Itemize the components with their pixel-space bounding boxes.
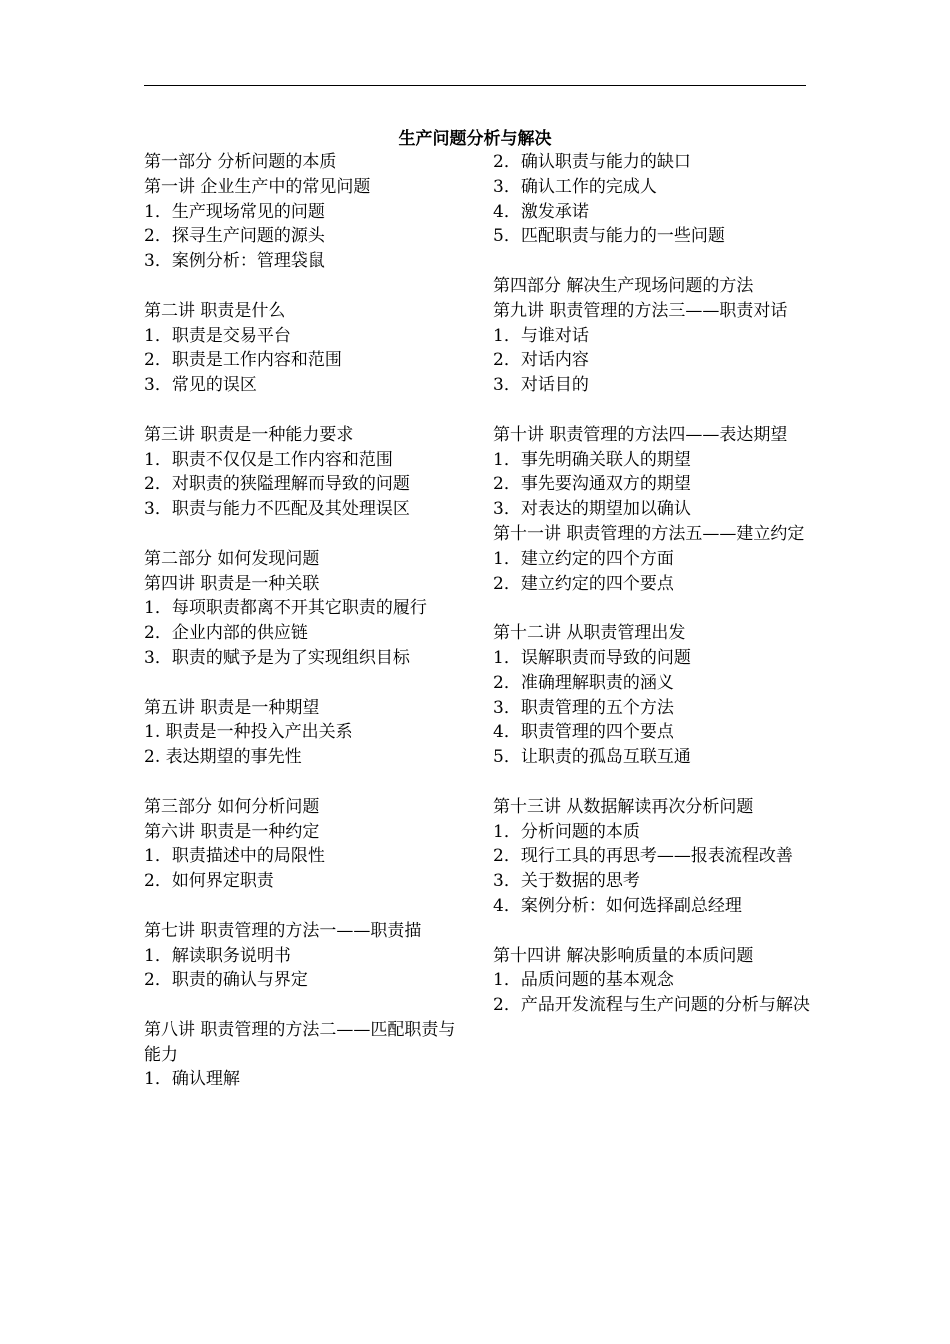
outline-line: 5．让职责的孤岛互联互通 — [493, 747, 691, 768]
spacer-line — [493, 596, 811, 621]
spacer-line — [493, 770, 811, 795]
outline-line: 1．生产现场常见的问题 — [144, 201, 325, 222]
outline-line: 3．职责的赋予是为了实现组织目标 — [144, 647, 410, 668]
outline-line: 4．激发承诺 — [493, 201, 589, 222]
outline-line: 5．匹配职责与能力的一些问题 — [493, 226, 725, 247]
outline-line: 2．建立约定的四个要点 — [493, 573, 674, 594]
outline-line: 第十四讲 解决影响质量的本质问题 — [493, 945, 754, 966]
outline-line: 1．职责是交易平台 — [144, 325, 291, 346]
outline-line: 2．确认职责与能力的缺口 — [493, 152, 691, 172]
outline-line: 1．职责不仅仅是工作内容和范围 — [144, 449, 393, 470]
outline-line: 第三部分 如何分析问题 — [144, 796, 320, 817]
outline-line: 2．对话内容 — [493, 350, 589, 371]
outline-line: 第六讲 职责是一种约定 — [144, 821, 320, 842]
outline-line: 4．案例分析：如何选择副总经理 — [493, 895, 742, 916]
outline-line: 3．职责与能力不匹配及其处理误区 — [144, 499, 410, 520]
outline-line: 2．企业内部的供应链 — [144, 623, 308, 644]
outline-line: 2．事先要沟通双方的期望 — [493, 474, 691, 495]
outline-line: 第二部分 如何发现问题 — [144, 548, 320, 569]
spacer-line — [144, 894, 462, 919]
outline-line: 2．对职责的狭隘理解而导致的问题 — [144, 474, 410, 495]
document-title: 生产问题分析与解决 — [398, 129, 552, 149]
outline-line: 第一讲 企业生产中的常见问题 — [144, 176, 371, 197]
outline-line: 第八讲 职责管理的方法二——匹配职责与能力 — [144, 1019, 456, 1065]
outline-line: 第二讲 职责是什么 — [144, 300, 286, 321]
outline-line: 3．职责管理的五个方法 — [493, 697, 674, 718]
spacer-line — [144, 993, 462, 1018]
outline-line: 1．与谁对话 — [493, 325, 589, 346]
outline-line: 3．确认工作的完成人 — [493, 176, 657, 197]
spacer-line — [493, 919, 811, 944]
outline-line: 第四讲 职责是一种关联 — [144, 573, 320, 594]
spacer-line — [144, 522, 462, 547]
outline-line: 1．解读职务说明书 — [144, 945, 291, 966]
outline-line: 2．职责的确认与界定 — [144, 970, 308, 991]
outline-line: 第一部分 分析问题的本质 — [144, 152, 337, 172]
spacer-line — [493, 398, 811, 423]
outline-line: 第九讲 职责管理的方法三——职责对话 — [493, 300, 788, 321]
left-column — [144, 150, 462, 1092]
outline-line: 1．品质问题的基本观念 — [493, 970, 674, 991]
outline-line: 1．误解职责而导致的问题 — [493, 647, 691, 668]
outline-line: 1. 职责是一种投入产出关系 — [144, 722, 353, 743]
outline-line: 第四部分 解决生产现场问题的方法 — [493, 275, 754, 296]
spacer-line — [144, 398, 462, 423]
outline-line: 2．如何界定职责 — [144, 871, 274, 892]
outline-line: 2．准确理解职责的涵义 — [493, 672, 674, 693]
outline-line: 第十讲 职责管理的方法四——表达期望 — [493, 424, 788, 445]
outline-line: 1．每项职责都离不开其它职责的履行 — [144, 598, 427, 619]
outline-line: 第十一讲 职责管理的方法五——建立约定 — [493, 523, 805, 544]
outline-line: 2．探寻生产问题的源头 — [144, 226, 325, 247]
outline-line: 3．关于数据的思考 — [493, 871, 640, 892]
spacer-line — [144, 274, 462, 299]
spacer-line — [144, 671, 462, 696]
outline-line: 第十二讲 从职责管理出发 — [493, 623, 686, 644]
outline-line: 3．常见的误区 — [144, 375, 257, 396]
spacer-line — [493, 249, 811, 274]
outline-line: 第七讲 职责管理的方法一——职责描 — [144, 920, 422, 941]
outline-line: 1．职责描述中的局限性 — [144, 846, 325, 867]
header-rule — [144, 85, 806, 86]
right-column — [493, 150, 811, 1018]
outline-line: 2．职责是工作内容和范围 — [144, 350, 342, 371]
outline-line: 1．建立约定的四个方面 — [493, 548, 674, 569]
outline-line: 第五讲 职责是一种期望 — [144, 697, 320, 718]
outline-line: 4．职责管理的四个要点 — [493, 722, 674, 743]
outline-line: 3．对表达的期望加以确认 — [493, 499, 691, 520]
outline-line: 2. 表达期望的事先性 — [144, 747, 302, 768]
outline-line: 1．确认理解 — [144, 1069, 240, 1090]
outline-line: 第三讲 职责是一种能力要求 — [144, 424, 354, 445]
outline-line: 3．案例分析：管理袋鼠 — [144, 251, 325, 272]
outline-line: 1．事先明确关联人的期望 — [493, 449, 691, 470]
spacer-line — [144, 770, 462, 795]
outline-line: 2．现行工具的再思考——报表流程改善 — [493, 846, 793, 867]
outline-line: 2．产品开发流程与生产问题的分析与解决 — [493, 995, 810, 1016]
outline-line: 1．分析问题的本质 — [493, 821, 640, 842]
outline-line: 第十三讲 从数据解读再次分析问题 — [493, 796, 754, 817]
outline-line: 3．对话目的 — [493, 375, 589, 396]
